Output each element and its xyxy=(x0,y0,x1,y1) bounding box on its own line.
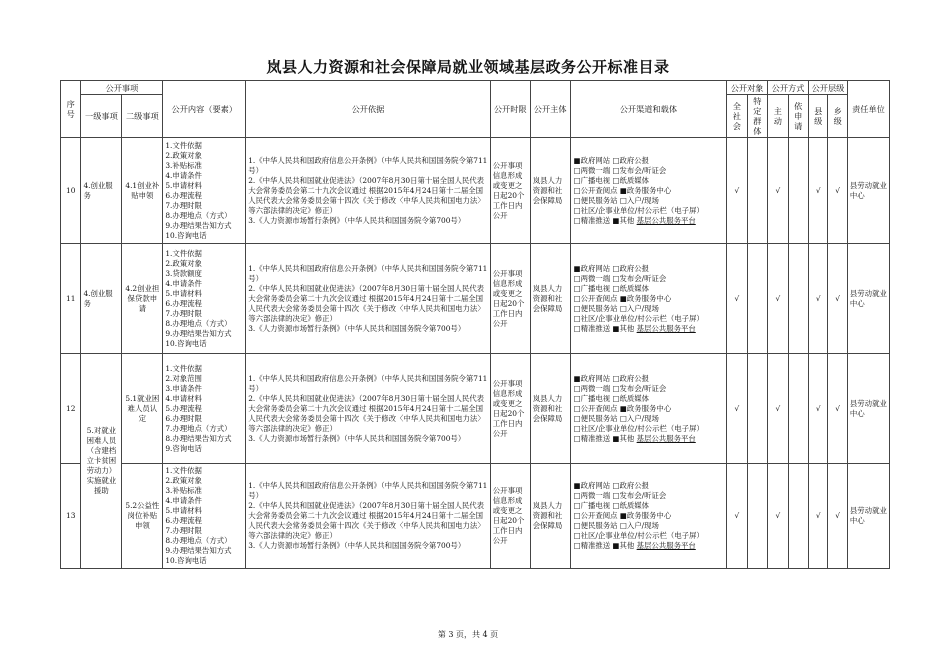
basis-line: 3.《人力资源市场暂行条例》（中华人民共和国国务院令第700号） xyxy=(248,215,466,225)
level2-cell: 5.2公益性岗位补贴申领 xyxy=(122,464,163,569)
subject-cell: 岚县人力资源和社会保障局 xyxy=(530,464,570,569)
content-item: 6.办理流程 xyxy=(165,190,202,200)
channel-cell xyxy=(570,244,727,354)
basis-line: 1.《中华人民共和国政府信息公开条例》（中华人民共和国国务院令第711号） xyxy=(248,263,488,283)
content-item: 4.申请条件 xyxy=(165,496,202,505)
content-item: 1.文件依据 xyxy=(165,363,202,373)
channel-other: 基层公共服务平台 xyxy=(636,215,696,225)
content-item: 7.办理时限 xyxy=(165,200,202,210)
basis-line: 2.《中华人民共和国就业促进法》（2007年8月30日第十届全国人民代表大会常务委员会第二十九次会议通过 根据2015年4月24日第十二届全国人民代表大会常务委员会第十四次《关于修改〈中华人民共和国电力法〉等六部法律的决定》修正） xyxy=(248,393,485,433)
content-item: 1.文件依据 xyxy=(165,466,202,475)
time-cell: 公开事项信息形成或变更之日起20个工作日内公开 xyxy=(490,138,530,244)
content-item: 3.补贴标准 xyxy=(165,160,202,170)
channel-line: □公开查阅点 ■政务服务中心 xyxy=(573,511,672,520)
content-item: 7.办理时限 xyxy=(165,526,202,535)
basis-line: 2.《中华人民共和国就业促进法》（2007年8月30日第十届全国人民代表大会常务委员会第二十九次会议通过 根据2015年4月24日第十二届全国人民代表大会常务委员会第十四次《关于修改〈中华人民共和国电力法〉等六部法律的决定》修正） xyxy=(248,175,485,215)
channel-cell xyxy=(570,464,727,569)
check-specific xyxy=(747,464,767,569)
content-cell xyxy=(163,138,246,244)
channel-line: ■政府网站 □政府公报 xyxy=(573,155,650,165)
check-county: √ xyxy=(809,354,828,464)
unit-cell: 县劳动就业中心 xyxy=(847,244,889,354)
check-active: √ xyxy=(768,138,788,244)
content-item: 7.办理时限 xyxy=(165,308,202,318)
channel-line: □便民服务站 □入户/现场 xyxy=(573,303,659,313)
content-item: 6.办理流程 xyxy=(165,516,202,525)
check-county: √ xyxy=(809,138,828,244)
content-item: 3.贷款额度 xyxy=(165,268,202,278)
channel-line: □便民服务站 □入户/现场 xyxy=(573,521,659,530)
content-item: 8.办理地点（方式） xyxy=(165,210,232,220)
check-town: √ xyxy=(828,138,847,244)
level1-cell-merged: 5.对就业困难人员（含建档立卡贫困劳动力）实施就业援助 xyxy=(81,354,122,569)
time-cell: 公开事项信息形成或变更之日起20个工作日内公开 xyxy=(490,464,530,569)
check-whole: √ xyxy=(727,138,747,244)
channel-other: 基层公共服务平台 xyxy=(636,433,696,443)
channel-line: □社区/企事业单位/村公示栏（电子屏） xyxy=(573,313,704,323)
check-apply xyxy=(788,354,808,464)
content-item: 5.申请材料 xyxy=(165,506,202,515)
channel-cell xyxy=(570,138,727,244)
content-item: 3.补贴标准 xyxy=(165,486,202,495)
subject-cell: 岚县人力资源和社会保障局 xyxy=(530,138,570,244)
channel-cell xyxy=(570,354,727,464)
level1-cell: 4.创业服务 xyxy=(81,244,122,354)
channel-other: 基层公共服务平台 xyxy=(636,323,696,333)
channel-line: □公开查阅点 ■政务服务中心 xyxy=(573,293,672,303)
header-active: 主动 xyxy=(768,95,788,138)
channel-line: □广播电视 □纸质媒体 xyxy=(573,175,650,185)
basis-line: 2.《中华人民共和国就业促进法》（2007年8月30日第十届全国人民代表大会常务委员会第二十九次会议通过 根据2015年4月24日第十二届全国人民代表大会常务委员会第十四次《关于修改〈中华人民共和国电力法〉等六部法律的决定》修正） xyxy=(248,501,485,540)
check-town: √ xyxy=(828,354,847,464)
subject-cell: 岚县人力资源和社会保障局 xyxy=(530,244,570,354)
table-row xyxy=(61,354,890,464)
channel-line: □精准推送 ■其他 基层公共服务平台 xyxy=(573,323,696,333)
content-item: 5.申请材料 xyxy=(165,180,202,190)
seq-cell: 10 xyxy=(61,138,81,244)
table-row xyxy=(61,464,890,569)
seq-cell: 13 xyxy=(61,464,81,569)
check-town: √ xyxy=(828,464,847,569)
check-specific xyxy=(747,138,767,244)
check-active: √ xyxy=(768,354,788,464)
content-item: 9.办理结果告知方式 xyxy=(165,546,232,555)
check-apply xyxy=(788,138,808,244)
content-item: 3.申请条件 xyxy=(165,383,202,393)
check-town: √ xyxy=(828,244,847,354)
header-subject: 公开主体 xyxy=(530,81,570,138)
channel-line: □两微一端 □发布会/听证会 xyxy=(573,165,667,175)
header-whole: 全社会 xyxy=(727,95,747,138)
header-level2: 二级事项 xyxy=(122,95,163,138)
check-whole: √ xyxy=(727,244,747,354)
content-cell xyxy=(163,464,246,569)
content-item: 8.办理地点（方式） xyxy=(165,536,232,545)
content-item: 1.文件依据 xyxy=(165,248,202,258)
content-item: 9.办理结果告知方式 xyxy=(165,220,232,230)
header-method: 公开方式 xyxy=(768,81,809,95)
subject-cell: 岚县人力资源和社会保障局 xyxy=(530,354,570,464)
table-row xyxy=(61,138,890,244)
content-item: 9.办理结果告知方式 xyxy=(165,328,232,338)
disclosure-table xyxy=(60,80,890,569)
channel-line: □社区/企事业单位/村公示栏（电子屏） xyxy=(573,423,704,433)
header-channel: 公开渠道和载体 xyxy=(570,81,727,138)
content-item: 2.政策对象 xyxy=(165,150,202,160)
channel-line: □两微一端 □发布会/听证会 xyxy=(573,383,667,393)
basis-cell xyxy=(246,244,491,354)
channel-line: □便民服务站 □入户/现场 xyxy=(573,195,659,205)
table-row xyxy=(61,244,890,354)
page-footer: 第 3 页，共 4 页 xyxy=(437,630,499,639)
content-item: 2.政策对象 xyxy=(165,258,202,268)
basis-line: 3.《人力资源市场暂行条例》（中华人民共和国国务院令第700号） xyxy=(248,433,466,443)
unit-cell: 县劳动就业中心 xyxy=(847,138,889,244)
channel-line: □广播电视 □纸质媒体 xyxy=(573,283,650,293)
content-item: 10.咨询电话 xyxy=(165,338,207,348)
channel-line: □社区/企事业单位/村公示栏（电子屏） xyxy=(573,205,704,215)
channel-line: □精准推送 ■其他 基层公共服务平台 xyxy=(573,433,696,443)
content-item: 2.对象范围 xyxy=(165,373,202,383)
basis-line: 1.《中华人民共和国政府信息公开条例》（中华人民共和国国务院令第711号） xyxy=(248,155,488,175)
channel-line: □公开查阅点 ■政务服务中心 xyxy=(573,185,672,195)
channel-line: □广播电视 □纸质媒体 xyxy=(573,501,650,510)
channel-line: □社区/企事业单位/村公示栏（电子屏） xyxy=(573,531,704,540)
channel-line: □精准推送 ■其他 基层公共服务平台 xyxy=(573,215,696,225)
basis-cell xyxy=(246,464,491,569)
page-title: 岚县人力资源和社会保障局就业领域基层政务公开标准目录 xyxy=(266,58,670,76)
channel-line: □精准推送 ■其他 基层公共服务平台 xyxy=(573,541,696,550)
check-active: √ xyxy=(768,244,788,354)
channel-line: □便民服务站 □入户/现场 xyxy=(573,413,659,423)
content-item: 8.办理结果告知方式 xyxy=(165,433,232,443)
header-basis: 公开依据 xyxy=(246,81,491,138)
check-specific xyxy=(747,244,767,354)
check-county: √ xyxy=(809,244,828,354)
check-apply xyxy=(788,464,808,569)
header-county: 县级 xyxy=(809,95,828,138)
channel-line: □广播电视 □纸质媒体 xyxy=(573,393,650,403)
check-specific xyxy=(747,354,767,464)
level2-cell: 4.2创业担保贷款申请 xyxy=(122,244,163,354)
channel-other: 基层公共服务平台 xyxy=(636,541,696,550)
header-specific: 特定群体 xyxy=(747,95,767,138)
header-unit: 责任单位 xyxy=(847,81,889,138)
content-item: 6.办理流程 xyxy=(165,298,202,308)
content-item: 9.咨询电话 xyxy=(165,443,202,453)
check-apply xyxy=(788,244,808,354)
content-item: 8.办理地点（方式） xyxy=(165,318,232,328)
content-cell xyxy=(163,354,246,464)
level2-cell: 4.1创业补贴申领 xyxy=(122,138,163,244)
unit-cell: 县劳动就业中心 xyxy=(847,464,889,569)
basis-cell xyxy=(246,138,491,244)
content-item: 4.申请材料 xyxy=(165,393,202,403)
header-content: 公开内容（要素） xyxy=(163,81,246,138)
check-whole: √ xyxy=(727,464,747,569)
header-items: 公开事项 xyxy=(81,81,163,95)
seq-cell: 12 xyxy=(61,354,81,464)
content-item: 4.申请条件 xyxy=(165,278,202,288)
content-item: 7.办理地点（方式） xyxy=(165,423,232,433)
content-item: 2.政策对象 xyxy=(165,476,202,485)
seq-cell: 11 xyxy=(61,244,81,354)
header-level: 公开层级 xyxy=(809,81,848,95)
unit-cell: 县劳动就业中心 xyxy=(847,354,889,464)
basis-line: 1.《中华人民共和国政府信息公开条例》（中华人民共和国国务院令第711号） xyxy=(248,373,488,393)
channel-line: □公开查阅点 ■政务服务中心 xyxy=(573,403,672,413)
level1-cell: 4.创业服务 xyxy=(81,138,122,244)
channel-line: ■政府网站 □政府公报 xyxy=(573,373,650,383)
content-item: 10.咨询电话 xyxy=(165,556,207,565)
content-item: 10.咨询电话 xyxy=(165,230,207,240)
channel-line: □两微一端 □发布会/听证会 xyxy=(573,273,667,283)
basis-line: 2.《中华人民共和国就业促进法》（2007年8月30日第十届全国人民代表大会常务委员会第二十九次会议通过 根据2015年4月24日第十二届全国人民代表大会常务委员会第十四次《关于修改〈中华人民共和国电力法〉等六部法律的决定》修正） xyxy=(248,283,485,323)
check-county: √ xyxy=(809,464,828,569)
content-item: 5.申请材料 xyxy=(165,288,202,298)
header-apply: 依申请 xyxy=(788,95,808,138)
level2-cell: 5.1就业困难人员认定 xyxy=(122,354,163,464)
content-item: 4.申请条件 xyxy=(165,170,202,180)
check-whole: √ xyxy=(727,354,747,464)
content-cell xyxy=(163,244,246,354)
header-seq: 序号 xyxy=(61,81,81,138)
content-item: 6.办理时限 xyxy=(165,413,202,423)
header-target: 公开对象 xyxy=(727,81,768,95)
header-town: 乡级 xyxy=(828,95,847,138)
basis-cell xyxy=(246,354,491,464)
time-cell: 公开事项信息形成或变更之日起20个工作日内公开 xyxy=(490,354,530,464)
content-item: 5.办理流程 xyxy=(165,403,202,413)
content-item: 1.文件依据 xyxy=(165,140,202,150)
channel-line: ■政府网站 □政府公报 xyxy=(573,263,650,273)
basis-line: 3.《人力资源市场暂行条例》（中华人民共和国国务院令第700号） xyxy=(248,541,466,550)
basis-line: 1.《中华人民共和国政府信息公开条例》（中华人民共和国国务院令第711号） xyxy=(248,481,488,500)
time-cell: 公开事项信息形成或变更之日起20个工作日内公开 xyxy=(490,244,530,354)
header-time: 公开时限 xyxy=(490,81,530,138)
check-active: √ xyxy=(768,464,788,569)
header-level1: 一级事项 xyxy=(81,95,122,138)
channel-line: ■政府网站 □政府公报 xyxy=(573,481,650,490)
basis-line: 3.《人力资源市场暂行条例》（中华人民共和国国务院令第700号） xyxy=(248,323,466,333)
channel-line: □两微一端 □发布会/听证会 xyxy=(573,491,667,500)
